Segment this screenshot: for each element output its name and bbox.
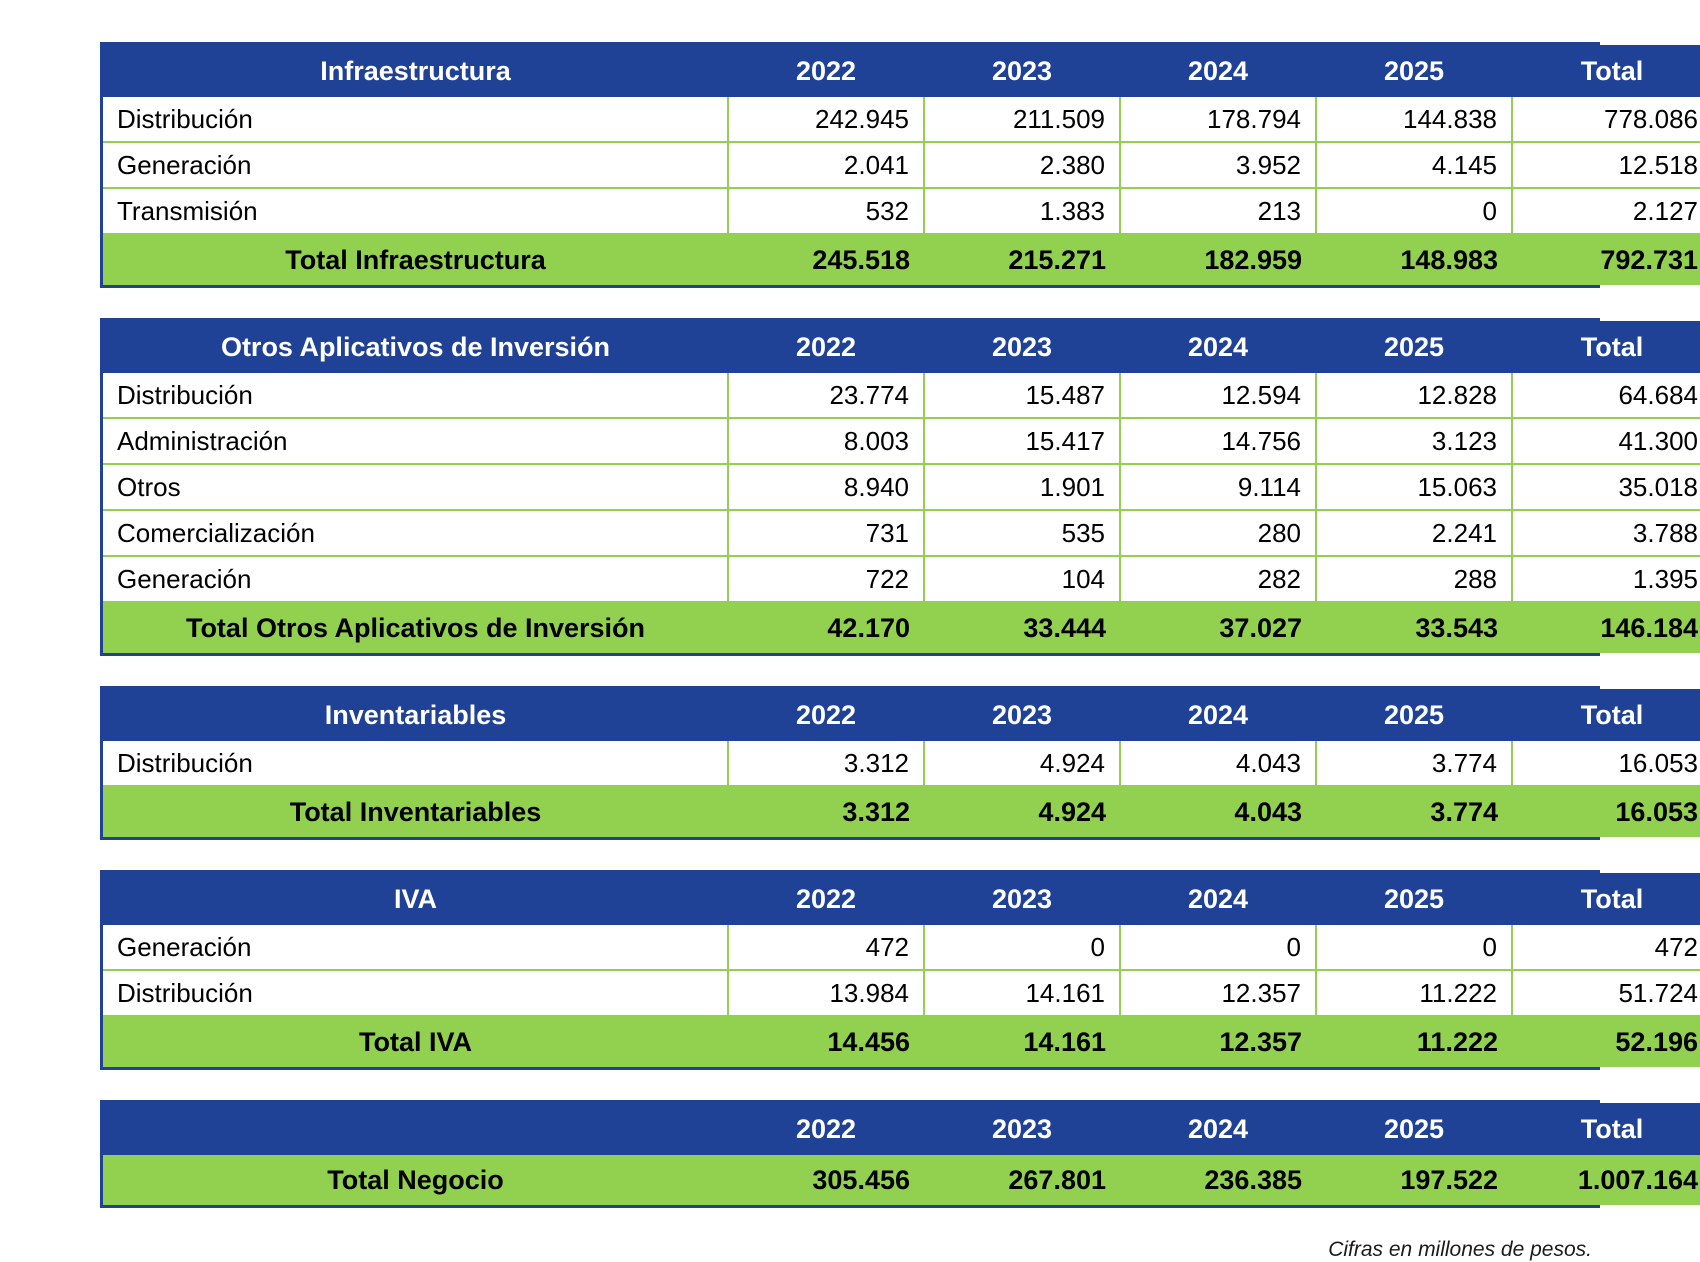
total-value: 148.983 [1316,234,1512,285]
total-row [103,1016,1700,1067]
row-value: 2.241 [1316,510,1512,556]
footnote: Cifras en millones de pesos. [1328,1238,1592,1261]
row-value: 104 [924,556,1120,602]
row-value: 41.300 [1512,418,1700,464]
table-row [103,510,1700,556]
row-value: 12.594 [1120,373,1316,418]
row-value: 0 [924,925,1120,970]
row-value: 12.357 [1120,970,1316,1016]
row-value: 8.003 [728,418,924,464]
column-header: 2023 [924,321,1120,373]
total-value: 792.731 [1512,234,1700,285]
column-header: 2022 [728,1103,924,1155]
total-label: Total Inventariables [103,786,728,837]
row-value: 23.774 [728,373,924,418]
row-value: 13.984 [728,970,924,1016]
row-value: 4.924 [924,741,1120,786]
data-table [100,1100,1698,1208]
table-row [103,188,1700,234]
column-header: Total [1512,873,1700,925]
total-value: 4.924 [924,786,1120,837]
total-row [103,1155,1700,1205]
row-value: 213 [1120,188,1316,234]
row-value: 144.838 [1316,97,1512,142]
column-header: 2024 [1120,873,1316,925]
total-value: 215.271 [924,234,1120,285]
table [103,689,1700,837]
total-value: 197.522 [1316,1155,1512,1205]
table-row [103,556,1700,602]
row-value: 1.383 [924,188,1120,234]
row-label: Distribución [103,741,728,786]
row-value: 14.756 [1120,418,1316,464]
row-label: Distribución [103,97,728,142]
row-value: 51.724 [1512,970,1700,1016]
total-value: 52.196 [1512,1016,1700,1067]
total-value: 182.959 [1120,234,1316,285]
column-header: 2023 [924,1103,1120,1155]
total-value: 305.456 [728,1155,924,1205]
row-value: 535 [924,510,1120,556]
row-value: 0 [1316,188,1512,234]
row-value: 178.794 [1120,97,1316,142]
total-value: 42.170 [728,602,924,653]
column-header: 2024 [1120,1103,1316,1155]
table-title [103,1103,728,1155]
row-value: 731 [728,510,924,556]
row-value: 1.901 [924,464,1120,510]
row-label: Generación [103,142,728,188]
column-header: 2024 [1120,321,1316,373]
total-value: 14.161 [924,1016,1120,1067]
row-label: Otros [103,464,728,510]
row-label: Comercialización [103,510,728,556]
total-value: 236.385 [1120,1155,1316,1205]
total-value: 37.027 [1120,602,1316,653]
column-header: 2025 [1316,45,1512,97]
row-value: 722 [728,556,924,602]
total-label: Total Negocio [103,1155,728,1205]
row-value: 3.123 [1316,418,1512,464]
row-value: 4.145 [1316,142,1512,188]
row-label: Generación [103,556,728,602]
row-label: Distribución [103,970,728,1016]
total-value: 245.518 [728,234,924,285]
column-header: 2022 [728,321,924,373]
row-value: 3.952 [1120,142,1316,188]
table-row [103,970,1700,1016]
row-label: Generación [103,925,728,970]
row-value: 15.063 [1316,464,1512,510]
row-value: 16.053 [1512,741,1700,786]
table [103,873,1700,1067]
table-row [103,142,1700,188]
row-label: Administración [103,418,728,464]
row-value: 8.940 [728,464,924,510]
total-value: 146.184 [1512,602,1700,653]
table-row [103,741,1700,786]
total-value: 33.543 [1316,602,1512,653]
column-header: 2022 [728,873,924,925]
total-value: 12.357 [1120,1016,1316,1067]
row-value: 1.395 [1512,556,1700,602]
row-value: 778.086 [1512,97,1700,142]
table-row [103,373,1700,418]
total-value: 4.043 [1120,786,1316,837]
row-value: 11.222 [1316,970,1512,1016]
row-value: 15.487 [924,373,1120,418]
total-value: 3.312 [728,786,924,837]
row-value: 280 [1120,510,1316,556]
row-value: 12.518 [1512,142,1700,188]
table-row [103,97,1700,142]
row-value: 3.312 [728,741,924,786]
row-value: 15.417 [924,418,1120,464]
row-value: 3.788 [1512,510,1700,556]
total-row [103,786,1700,837]
total-label: Total Infraestructura [103,234,728,285]
data-table [100,870,1698,1070]
column-header: 2025 [1316,689,1512,741]
data-table [100,42,1698,288]
tables-container [100,42,1698,1208]
total-label: Total IVA [103,1016,728,1067]
table-title: Infraestructura [103,45,728,97]
table [103,321,1700,653]
row-value: 14.161 [924,970,1120,1016]
data-table [100,686,1698,840]
column-header: Total [1512,321,1700,373]
total-label: Total Otros Aplicativos de Inversión [103,602,728,653]
row-value: 64.684 [1512,373,1700,418]
column-header: 2024 [1120,689,1316,741]
row-value: 472 [1512,925,1700,970]
row-value: 0 [1120,925,1316,970]
table-title: Otros Aplicativos de Inversión [103,321,728,373]
row-value: 532 [728,188,924,234]
row-value: 211.509 [924,97,1120,142]
column-header: 2022 [728,689,924,741]
row-value: 472 [728,925,924,970]
row-value: 35.018 [1512,464,1700,510]
row-value: 0 [1316,925,1512,970]
row-value: 3.774 [1316,741,1512,786]
total-row [103,234,1700,285]
column-header: Total [1512,689,1700,741]
total-row [103,602,1700,653]
table [103,45,1700,285]
column-header: Total [1512,1103,1700,1155]
column-header: 2025 [1316,873,1512,925]
row-label: Distribución [103,373,728,418]
row-value: 2.127 [1512,188,1700,234]
table-title: Inventariables [103,689,728,741]
row-value: 2.041 [728,142,924,188]
table-title: IVA [103,873,728,925]
table [103,1103,1700,1205]
total-value: 3.774 [1316,786,1512,837]
table-row [103,418,1700,464]
column-header: 2025 [1316,321,1512,373]
column-header: 2025 [1316,1103,1512,1155]
row-value: 9.114 [1120,464,1316,510]
data-table [100,318,1698,656]
table-row [103,925,1700,970]
column-header: 2023 [924,873,1120,925]
row-value: 282 [1120,556,1316,602]
total-value: 11.222 [1316,1016,1512,1067]
row-value: 4.043 [1120,741,1316,786]
row-value: 12.828 [1316,373,1512,418]
total-value: 267.801 [924,1155,1120,1205]
total-value: 1.007.164 [1512,1155,1700,1205]
column-header: 2024 [1120,45,1316,97]
total-value: 33.444 [924,602,1120,653]
row-value: 2.380 [924,142,1120,188]
table-row [103,464,1700,510]
column-header: Total [1512,45,1700,97]
row-value: 242.945 [728,97,924,142]
total-value: 14.456 [728,1016,924,1067]
column-header: 2023 [924,689,1120,741]
column-header: 2023 [924,45,1120,97]
row-label: Transmisión [103,188,728,234]
row-value: 288 [1316,556,1512,602]
total-value: 16.053 [1512,786,1700,837]
column-header: 2022 [728,45,924,97]
